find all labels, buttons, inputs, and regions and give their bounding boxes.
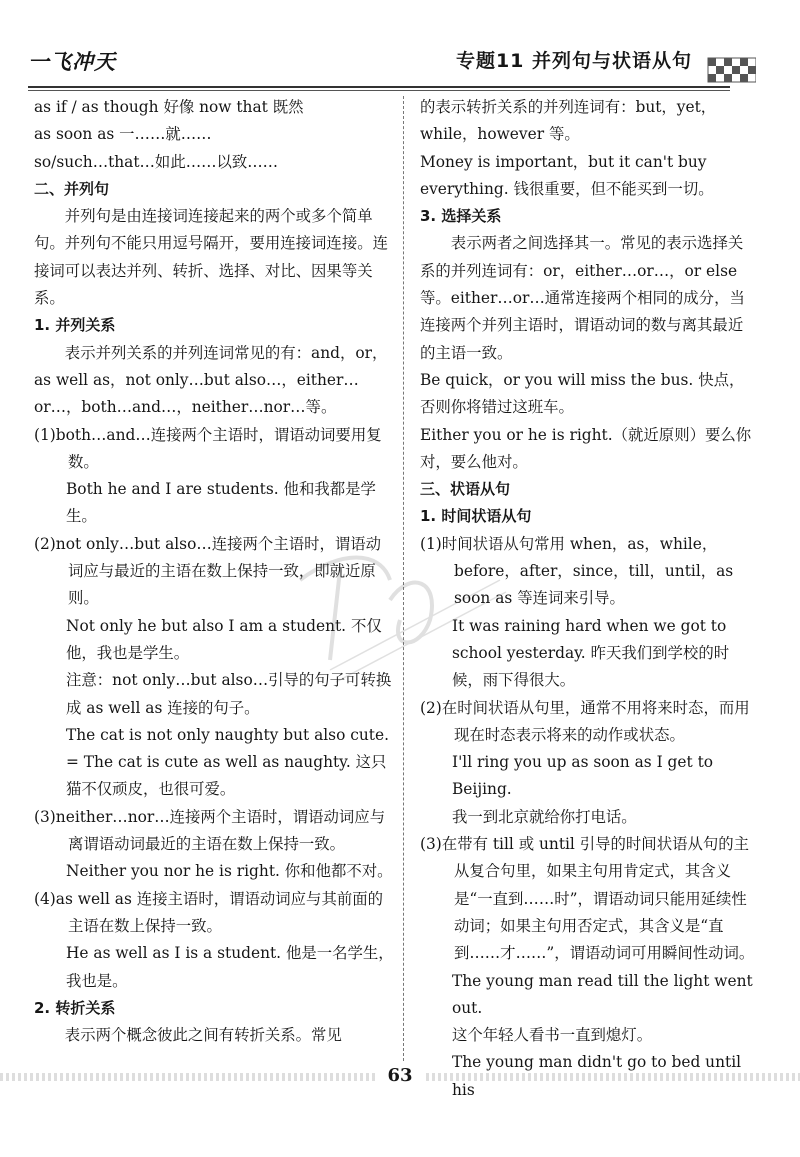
- header-rule: [28, 86, 730, 91]
- topic-title: 专题11 并列句与状语从句: [455, 50, 692, 72]
- paragraph: (3)neither…nor…连接两个主语时，谓语动词应与离谓语动词最近的主语在数上保持一致。: [34, 807, 386, 854]
- checker-decoration-icon: [704, 44, 756, 84]
- paragraph: (1)both…and…连接两个主语时，谓语动词要用复数。: [34, 425, 382, 471]
- paragraph: 表示两个概念彼此之间有转折关系。常见: [64, 1026, 342, 1045]
- paragraph: (2)在时间状语从句里，通常不用将来时态，而用现在时态表示将来的动作或状态。: [420, 698, 750, 744]
- paragraph: The young man didn't go to bed until his: [452, 1053, 742, 1099]
- paragraph: It was raining hard when we got to school yesterday. 昨天我们到学校的时候，雨下得很大。: [452, 616, 730, 690]
- paragraph: I'll ring you up as soon as I get to Beijing.: [452, 753, 714, 799]
- paragraph: so/such…that…如此……以致……: [34, 152, 279, 171]
- brand-logo: 一飞冲天: [28, 50, 116, 74]
- paragraph: (2)not only…but also…连接两个主语时，谓语动词应与最近的主语在数上保持一致，即就近原则。: [34, 534, 382, 608]
- paragraph: 的表示转折关系的并列连词有：but，yet，while，however 等。: [420, 98, 717, 144]
- paragraph: 并列句是由连接词连接起来的两个或多个简单句。并列句不能只用逗号隔开，要用连接词连接。连接词可以表达并列、转折、选择、对比、因果等关系。: [34, 207, 388, 308]
- paragraph: Both he and I are students. 他和我都是学生。: [66, 480, 376, 526]
- paragraph: Money is important，but it can't buy everything. 钱很重要，但不能买到一切。: [420, 152, 714, 198]
- page-number: [0, 1065, 800, 1086]
- paragraph: The young man read till the light went out.: [452, 971, 753, 1017]
- paragraph: 这个年轻人看书一直到熄灯。: [452, 1026, 653, 1045]
- paragraph: 表示并列关系的并列连词常见的有：and，or，as well as，not only…but also…，either…or…，both…and…，neither…nor…等。: [34, 343, 388, 417]
- section-heading: 1. 并列关系: [34, 316, 116, 335]
- paragraph: 表示两者之间选择其一。常见的表示选择关系的并列连词有：or，either…or…，or else 等。either…or…通常连接两个相同的成分，当连接两个并列主语时，谓语动词的数与离其最近的主语一致。: [420, 234, 745, 362]
- section-heading: 2. 转折关系: [34, 998, 116, 1017]
- paragraph: Either you or he is right.（就近原则）要么你对，要么他对。: [420, 425, 752, 471]
- paragraph: (1)时间状语从句常用 when，as，while，before，after，since，till，until，as soon as 等连词来引导。: [420, 534, 734, 608]
- section-heading: 二、并列句: [34, 179, 110, 198]
- paragraph: as if / as though 好像 now that 既然: [34, 98, 304, 116]
- paragraph: He as well as I is a student. 他是一名学生，我也是。: [66, 944, 394, 990]
- paragraph: Neither you nor he is right. 你和他都不对。: [66, 862, 393, 881]
- paragraph: 我一到北京就给你打电话。: [452, 807, 637, 826]
- paragraph: Be quick，or you will miss the bus. 快点，否则你将错过这班车。: [420, 370, 745, 417]
- page-header: [28, 44, 756, 94]
- paragraph: (4)as well as 连接主语时，谓语动词应与其前面的主语在数上保持一致。: [34, 889, 384, 935]
- paragraph: The cat is not only naughty but also cute. = The cat is cute as well as naughty. 这只猫不仅顽皮，也很可爱。: [66, 725, 389, 799]
- section-heading: 1. 时间状语从句: [420, 507, 532, 526]
- paragraph: Not only he but also I am a student. 不仅他，我也是学生。: [66, 616, 382, 662]
- section-heading: 3. 选择关系: [420, 207, 502, 226]
- page-number-text: 63: [377, 1065, 422, 1086]
- paragraph: as soon as 一……就……: [34, 125, 212, 144]
- watermark-logo-icon: [270, 540, 530, 690]
- section-heading: 三、状语从句: [420, 480, 511, 499]
- paragraph: 注意：not only…but also…引导的句子可转换成 as well as 连接的句子。: [66, 671, 392, 717]
- paragraph: (3)在带有 till 或 until 引导的时间状语从句的主从复合句里，如果主句用肯定式，其含义是“一直到……时”，谓语动词只能用延续性动词；如果主句用否定式，其含义是“直到……才……”，谓语动词可用瞬间性动词。: [420, 835, 755, 963]
